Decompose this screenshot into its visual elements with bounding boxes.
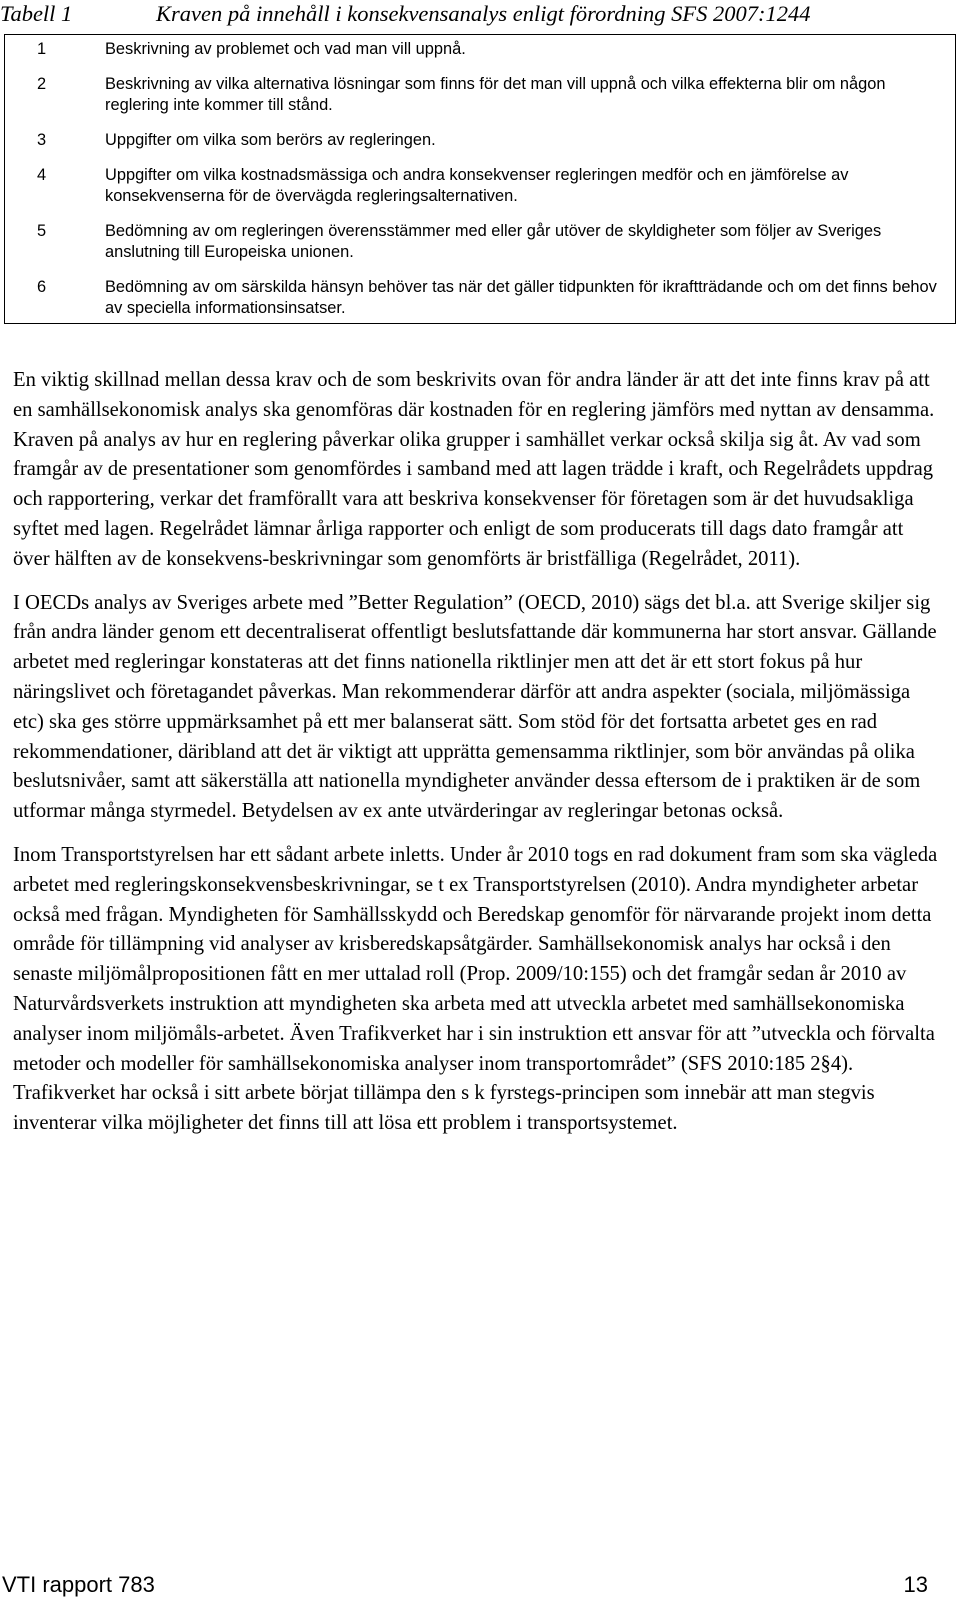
report-name: VTI rapport 783 <box>2 1572 155 1597</box>
row-text: Uppgifter om vilka kostnadsmässiga och andra konsekvenser regleringen medför och en jämförelse av konsekvenserna för de övervägda regleringsalternativen. <box>105 158 956 214</box>
table-row <box>5 214 956 270</box>
requirements-table <box>4 34 956 324</box>
table-row <box>5 158 956 214</box>
row-text: Beskrivning av vilka alternativa lösningar som finns för det man vill uppnå och vilka effekterna blir om någon reglering inte kommer till stånd. <box>105 67 956 123</box>
row-text: Bedömning av om särskilda hänsyn behöver tas när det gäller tidpunkten för ikraftträdande och om det finns behov av speciella informationsinsatser. <box>105 270 956 324</box>
table-row <box>5 35 956 68</box>
body-text <box>13 366 943 1153</box>
row-text: Uppgifter om vilka som berörs av regleringen. <box>105 123 956 158</box>
page-number: 13 <box>903 1572 928 1597</box>
paragraph: Inom Transportstyrelsen har ett sådant arbete inletts. Under år 2010 togs en rad dokument fram som ska vägleda arbetet med regleringskonsekvensbeskrivningar, se t ex Transportstyrelsen (2010). Andra myndigheter arbetar också med frågan. Myndigheten för Samhällsskydd och Beredskap genomför för närvarande projekt inom detta område för tillämpning vid analyser av krisberedskapsåtgärder. Samhällsekonomisk analys har också i den senaste miljömålpropositionen fått en mer uttalad roll (Prop. 2009/10:155) och det framgår sedan år 2010 av Naturvårdsverkets instruktion att myndigheten ska arbeta med att utveckla arbetet med samhällsekonomiska analyser inom miljömåls-arbetet. Även Trafikverket har i sin instruktion ett ansvar för att ”utveckla och förvalta metoder och modeller för samhällsekonomiska analyser inom transportområdet” (SFS 2010:185 2§4). Trafikverket har också i sitt arbete börjat tillämpa den s k fyrstegs-principen som innebär att man stegvis inventerar vilka möjligheter det finns till att lösa ett problem i transportsystemet. <box>13 843 938 1135</box>
paragraph: En viktig skillnad mellan dessa krav och de som beskrivits ovan för andra länder är att det inte finns krav på att en samhällsekonomisk analys ska genomföras där kostnaden för en reglering jämförs med nyttan av densamma. Kraven på analys av hur en reglering påverkar olika grupper i samhället verkar också skilja sig åt. Av vad som framgår av de presentationer som genomfördes i samband med att lagen trädde i kraft, och Regelrådets uppdrag och rapportering, verkar det framförallt vara att beskriva konsekvenser för företagen som är det huvudsakliga syftet med lagen. Regelrådet lämnar årliga rapporter och enligt de som producerats till dags dato framgår att över hälften av de konsekvens-beskrivningar som genomförts är bristfälliga (Regelrådet, 2011). <box>13 369 935 570</box>
table-title: Kraven på innehåll i konsekvensanalys enligt förordning SFS 2007:1244 <box>156 1 811 26</box>
row-number: 5 <box>5 214 106 270</box>
page-footer <box>0 1568 928 1604</box>
paragraph: I OECDs analys av Sveriges arbete med ”Better Regulation” (OECD, 2010) sägs det bl.a. att Sverige skiljer sig från andra länder genom ett decentraliserat offentligt beslutsfattande där kommunerna har stort ansvar. Gällande arbetet med regleringar konstateras att det finns nationella riktlinjer men att det är ett stort fokus på hur näringslivet och företagandet påverkas. Man rekommenderar därför att andra aspekter (sociala, miljömässiga etc) ska ges större uppmärksamhet på ett mer balanserat sätt. Som stöd för det fortsatta arbetet ges en rad rekommendationer, däribland att det är viktigt att upprätta gemensamma riktlinjer, som bör användas på olika beslutsnivåer, samt att säkerställa att nationella myndigheter använder dessa eftersom de i praktiken är de som utformar många styrmedel. Betydelsen av ex ante utvärderingar av regleringar betonas också. <box>13 591 937 823</box>
row-number: 4 <box>5 158 106 214</box>
row-text: Beskrivning av problemet och vad man vill uppnå. <box>105 35 956 68</box>
row-number: 3 <box>5 123 106 158</box>
table-row <box>5 67 956 123</box>
row-number: 6 <box>5 270 106 324</box>
table-row <box>5 123 956 158</box>
table-label: Tabell 1 <box>0 1 73 26</box>
row-text: Bedömning av om regleringen överensstämmer med eller går utöver de skyldigheter som följer av Sveriges anslutning till Europeiska unionen. <box>105 214 956 270</box>
table-row <box>5 270 956 324</box>
row-number: 1 <box>5 35 106 68</box>
table-caption <box>0 0 950 28</box>
row-number: 2 <box>5 67 106 123</box>
